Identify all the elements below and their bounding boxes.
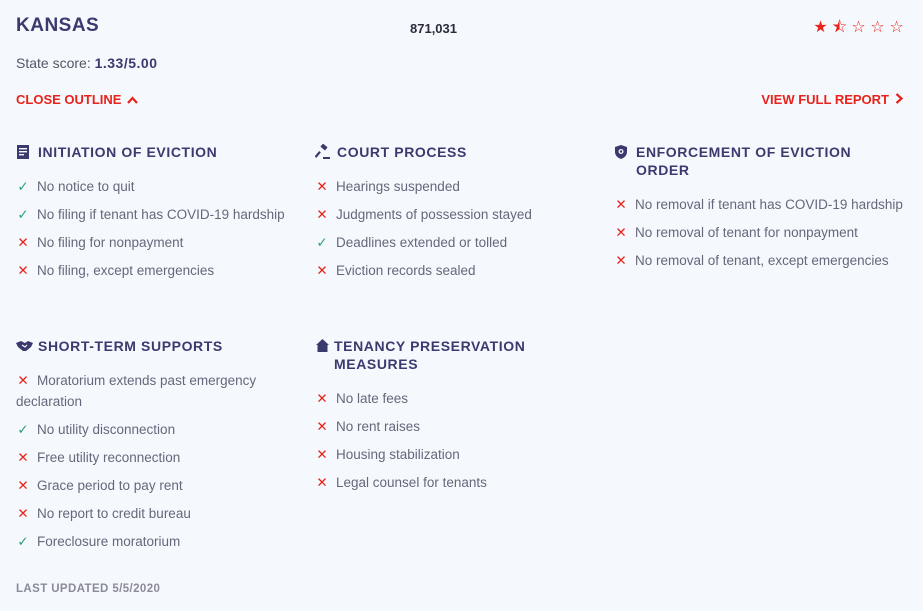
star-empty-icon: ☆: [870, 19, 887, 36]
close-outline-label: CLOSE OUTLINE: [16, 92, 122, 107]
cross-icon: ✕: [17, 235, 29, 250]
chevron-right-icon: [895, 92, 903, 107]
house-icon: [315, 338, 331, 354]
list-item: ✕ No filing, except emergencies: [16, 260, 306, 281]
cross-icon: ✕: [615, 225, 627, 240]
cross-icon: ✕: [17, 373, 29, 388]
star-empty-icon: ☆: [889, 19, 906, 36]
list-item: ✕ No late fees: [315, 388, 605, 409]
section-title: SHORT-TERM SUPPORTS: [16, 337, 306, 355]
star-half-icon: ⯪: [831, 19, 850, 36]
section-title: TENANCY PRESERVATION MEASURES: [315, 337, 554, 373]
check-icon: ✓: [17, 534, 29, 549]
cross-icon: ✕: [615, 253, 627, 268]
cross-icon: ✕: [316, 447, 328, 462]
cross-icon: ✕: [615, 197, 627, 212]
section-tenancy-preservation-measures: [315, 337, 605, 500]
list-item: ✕ Eviction records sealed: [315, 260, 605, 281]
check-icon: ✓: [316, 235, 328, 250]
cross-icon: ✕: [17, 263, 29, 278]
list-item: ✕ No removal if tenant has COVID-19 hardship: [614, 194, 914, 215]
cross-icon: ✕: [316, 207, 328, 222]
section-title: COURT PROCESS: [315, 143, 605, 161]
section-title: ENFORCEMENT OF EVICTION ORDER: [614, 143, 886, 179]
cross-icon: ✕: [316, 263, 328, 278]
cross-icon: ✕: [17, 450, 29, 465]
section-short-term-supports: [16, 337, 306, 559]
state-name: KANSAS: [16, 15, 100, 36]
section-court-process: [315, 143, 605, 288]
shield-icon: [614, 144, 630, 160]
score-value: 1.33/5.00: [94, 55, 158, 71]
cross-icon: ✕: [17, 506, 29, 521]
section-enforcement-of-eviction-order: [614, 143, 914, 278]
check-icon: ✓: [17, 207, 29, 222]
gavel-icon: [315, 144, 331, 160]
list-item: ✕ No removal of tenant, except emergencies: [614, 250, 914, 271]
handshake-icon: [16, 338, 32, 354]
list-item: ✕ Judgments of possession stayed: [315, 204, 605, 225]
section-title: INITIATION OF EVICTION: [16, 143, 306, 161]
view-full-report-link[interactable]: [761, 92, 903, 107]
cross-icon: ✕: [316, 419, 328, 434]
list-item: ✕ Housing stabilization: [315, 444, 605, 465]
cross-icon: ✕: [17, 478, 29, 493]
list-item: ✕ No filing for nonpayment: [16, 232, 306, 253]
list-item: ✓ Deadlines extended or tolled: [315, 232, 605, 253]
document-icon: [16, 144, 32, 160]
section-initiation-of-eviction: [16, 143, 306, 288]
cross-icon: ✕: [316, 179, 328, 194]
list-item: ✕ Free utility reconnection: [16, 447, 306, 468]
check-icon: ✓: [17, 422, 29, 437]
star-empty-icon: ☆: [851, 19, 868, 36]
list-item: ✕ Grace period to pay rent: [16, 475, 306, 496]
cross-icon: ✕: [316, 391, 328, 406]
last-updated: LAST UPDATED 5/5/2020: [16, 583, 161, 595]
check-icon: ✓: [17, 179, 29, 194]
list-item: ✕ No removal of tenant for nonpayment: [614, 222, 914, 243]
close-outline-button[interactable]: [16, 92, 138, 107]
list-item: ✓ No utility disconnection: [16, 419, 306, 440]
view-full-report-label: VIEW FULL REPORT: [761, 92, 889, 107]
list-item: ✓ Foreclosure moratorium: [16, 531, 306, 552]
list-item: ✓ No filing if tenant has COVID-19 hardship: [16, 204, 306, 225]
chevron-up-icon: [127, 92, 138, 107]
population-count: 871,031: [410, 21, 457, 36]
list-item: ✕ Moratorium extends past emergency declaration: [16, 370, 306, 412]
star-filled-icon: ★: [813, 19, 830, 36]
list-item: ✕ No rent raises: [315, 416, 605, 437]
list-item: ✕ No report to credit bureau: [16, 503, 306, 524]
cross-icon: ✕: [316, 475, 328, 490]
list-item: ✕ Legal counsel for tenants: [315, 472, 605, 493]
list-item: ✓ No notice to quit: [16, 176, 306, 197]
score-label: State score:: [16, 55, 95, 71]
state-score: [16, 55, 157, 71]
list-item: ✕ Hearings suspended: [315, 176, 605, 197]
star-rating: [812, 16, 907, 43]
